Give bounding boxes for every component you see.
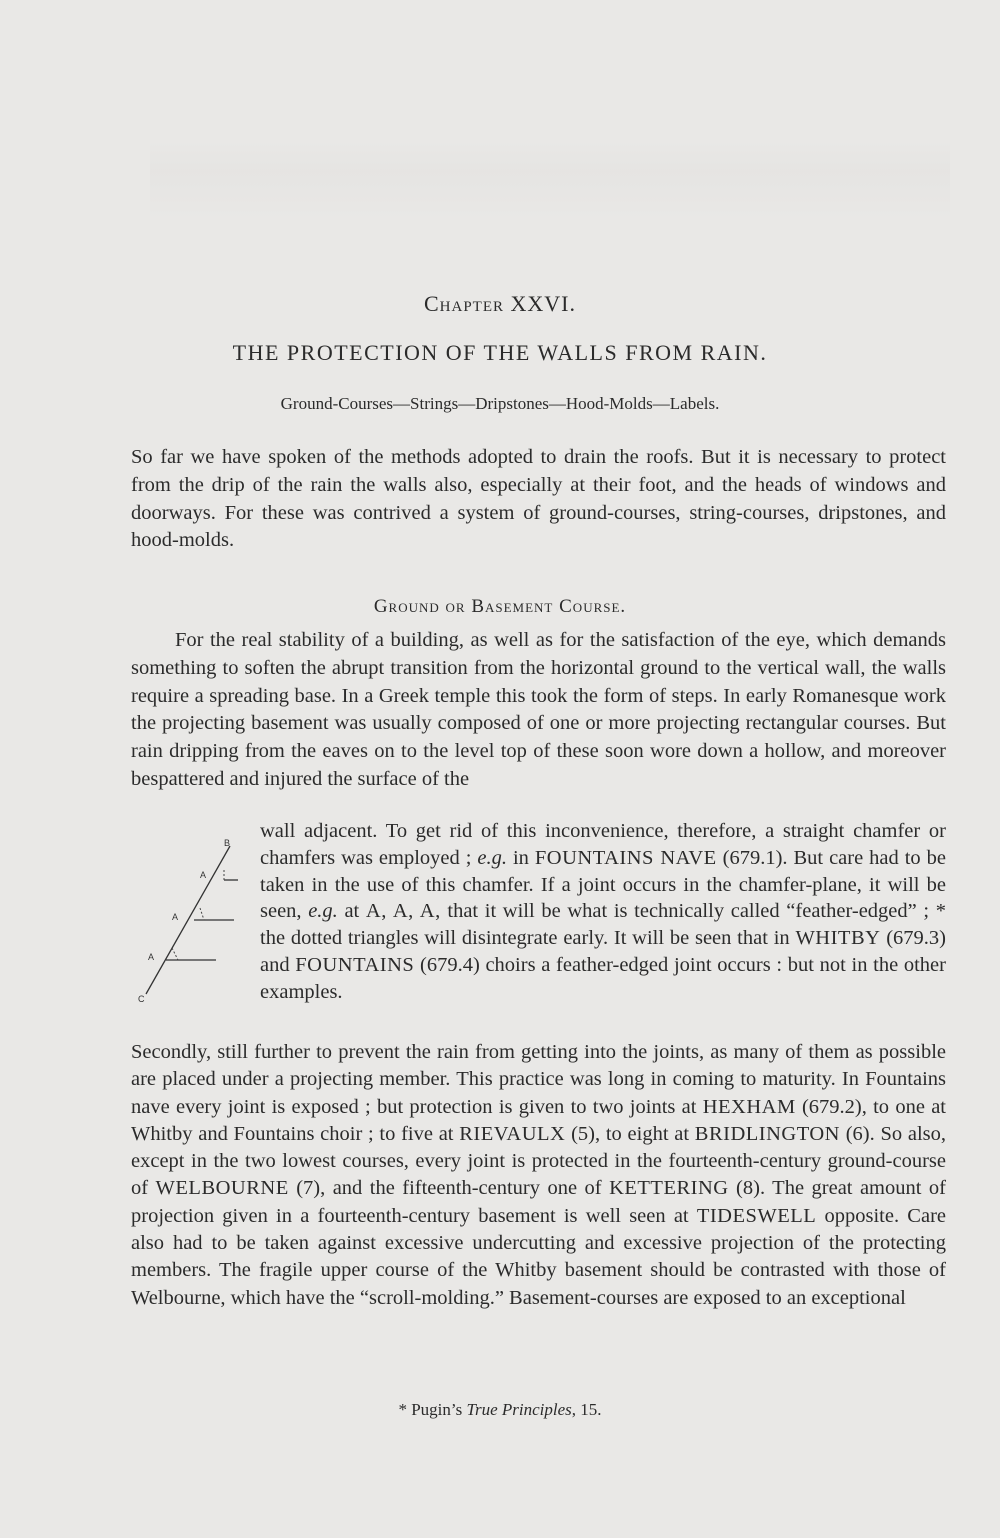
- section-heading: Ground or Basement Course.: [373, 596, 627, 617]
- place-name: FOUNTAINS: [295, 953, 415, 976]
- figure-label-c: C: [138, 994, 145, 1004]
- place-name: HEXHAM: [702, 1095, 796, 1118]
- place-name: WELBOURNE: [155, 1177, 289, 1200]
- place-name: TIDESWELL: [696, 1204, 817, 1227]
- chamfer-joint-diagram: [138, 836, 238, 1006]
- figure-label-a2: A: [172, 912, 179, 922]
- chapter-subtitle: Ground-Courses—Strings—Dripstones—Hood-Molds—Labels.: [280, 394, 720, 413]
- place-name: KETTERING: [609, 1177, 729, 1200]
- footnote-book-title: True Principles: [466, 1400, 572, 1419]
- figure-label-b: B: [224, 838, 231, 848]
- show-through-text: [150, 140, 950, 220]
- place-name: WHITBY: [795, 927, 881, 950]
- place-name: RIEVAULX: [459, 1122, 566, 1145]
- figure-label-a3: A: [148, 952, 155, 962]
- dotted-triangle-3: [172, 948, 178, 960]
- dotted-triangle-2: [200, 908, 204, 920]
- intro-paragraph: So far we have spoken of the methods adopted to drain the roofs. But it is necessary to protect from the drip of the rain the walls also, especially at their foot, and the heads of windows and doorways. For these was contrived a system of ground-courses, string-courses, dripstones, and hood-molds.: [131, 446, 946, 552]
- figure-label-a1: A: [200, 870, 207, 880]
- paragraph-chamfer: wall adjacent. To get rid of this inconvenience, therefore, a straight chamfer or chamfers was employed ; e.g. in FOUNTAINS NAVE (679.1). But care had to be taken in the use of this chamfer. If a joint occurs in the chamfer-plane, it will be seen, e.g. at A, A, A, that it will be what is technically called “feather-edged” ; * the dotted triangles will disintegrate early. It will be seen that in WHITBY (679.3) and FOUNTAINS (679.4) choirs a feather-edged joint occurs : but not in the other examples.: [260, 820, 946, 1003]
- footnote: * Pugin’s True Principles, 15.: [398, 1400, 602, 1419]
- place-name: BRIDLINGTON: [694, 1122, 840, 1145]
- paragraph-stability: For the real stability of a building, as well as for the satisfaction of the eye, which demands something to soften the abrupt transition from the horizontal ground to the vertical wall, the walls require a spreading base. In a Greek temple this took the form of steps. In early Romanesque work the projecting basement was usually composed of one or more projecting rectangular courses. But rain dripping from the eaves on to the level top of these soon wore down a hollow, and moreover bespattered and injured the surface of the: [131, 629, 946, 790]
- chapter-number: Chapter XXVI.: [423, 291, 576, 316]
- paragraph-joints: Secondly, still further to prevent the rain from getting into the joints, as many of them as possible are placed under a projecting member. This practice was long in coming to maturity. In Fountains nave every joint is exposed ; but protection is given to two joints at HEXHAM (679.2), to one at Whitby and Fountains choir ; to five at RIEVAULX (5), to eight at BRIDLINGTON (6). So also, except in the two lowest courses, every joint is protected in the fourteenth-century ground-course of WELBOURNE (7), and the fifteenth-century one of KETTERING (8). The great amount of projection given in a fourteenth-century basement is well seen at TIDESWELL opposite. Care also had to be taken against excessive undercutting and excessive projection of the protecting members. The fragile upper course of the Whitby basement should be contrasted with those of Welbourne, which have the “scroll-molding.” Basement-courses are exposed to an exceptional: [131, 1041, 947, 1309]
- chapter-title: THE PROTECTION OF THE WALLS FROM RAIN.: [232, 340, 768, 365]
- place-name: FOUNTAINS NAVE: [534, 846, 717, 869]
